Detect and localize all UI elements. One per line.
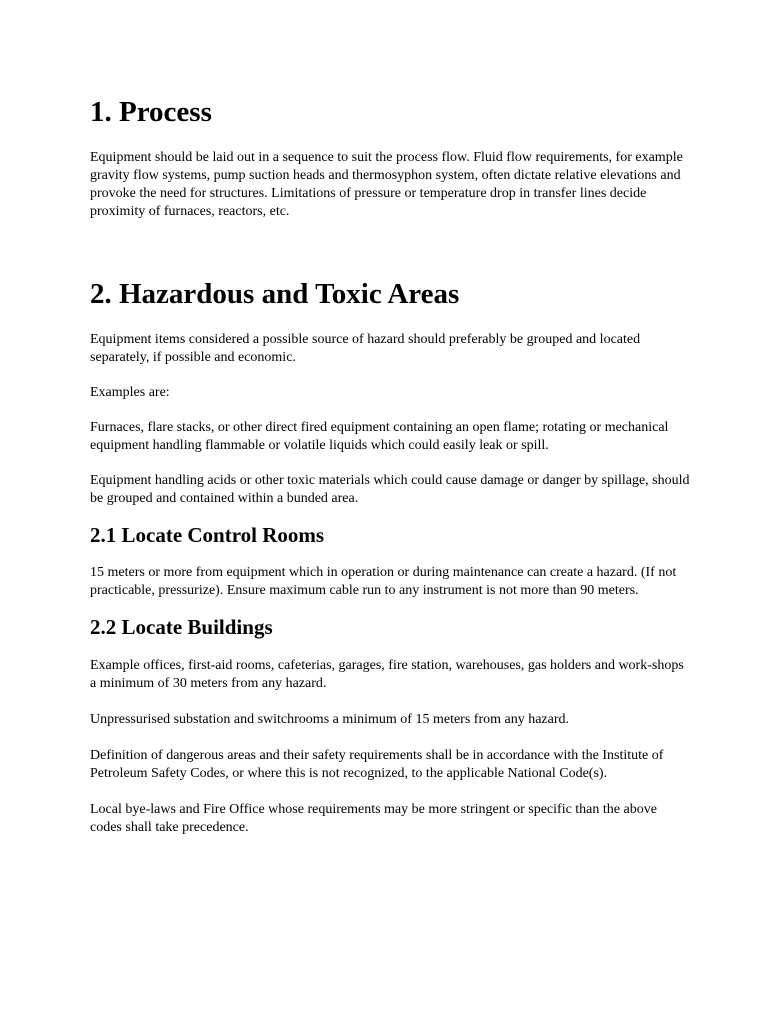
buildings-paragraph-dangerous-areas: Definition of dangerous areas and their safety requirements shall be in accordance with the Institute of Petroleum Safety Codes, or where this is not recognized, to the applicable National Code(s). <box>90 748 664 781</box>
hazardous-paragraph: Equipment items considered a possible source of hazard should preferably be grouped and located separately, if possible and economic. <box>90 332 641 365</box>
buildings-paragraph-offices: Example offices, first-aid rooms, cafeterias, garages, fire station, warehouses, gas holders and work-shops a minimum of 30 meters from any hazard. <box>90 658 684 691</box>
subsection-heading-control-rooms: 2.1 Locate Control Rooms <box>90 523 325 547</box>
control-rooms-paragraph: 15 meters or more from equipment which in operation or during maintenance can create a hazard. (If not practicable, pressurize). Ensure maximum cable run to any instrument is not more than 90 meters. <box>90 565 677 598</box>
process-paragraph: Equipment should be laid out in a sequence to suit the process flow. Fluid flow requirements, for example gravity flow systems, pump suction heads and thermosyphon system, often dictate relative elevations and provoke the need for structures. Limitations of pressure or temperature drop in transfer lines decide proximity of furnaces, reactors, etc. <box>90 150 683 219</box>
buildings-paragraph-bye-laws: Local bye-laws and Fire Office whose requirements may be more stringent or specific than the above codes shall take precedence. <box>90 802 657 835</box>
buildings-paragraph-substation: Unpressurised substation and switchrooms a minimum of 15 meters from any hazard. <box>90 712 570 727</box>
document-page <box>90 0 690 837</box>
subsection-heading-buildings: 2.2 Locate Buildings <box>90 615 273 639</box>
examples-label: Examples are: <box>90 385 170 400</box>
example-paragraph-toxic-materials: Equipment handling acids or other toxic materials which could cause damage or danger by spillage, should be grouped and contained within a bunded area. <box>90 473 690 506</box>
example-paragraph-fired-equipment: Furnaces, flare stacks, or other direct fired equipment containing an open flame; rotating or mechanical equipment handling flammable or volatile liquids which could easily leak or spill. <box>90 420 669 453</box>
section-heading-process: 1. Process <box>90 96 212 128</box>
section-heading-hazardous-toxic-areas: 2. Hazardous and Toxic Areas <box>90 278 460 310</box>
